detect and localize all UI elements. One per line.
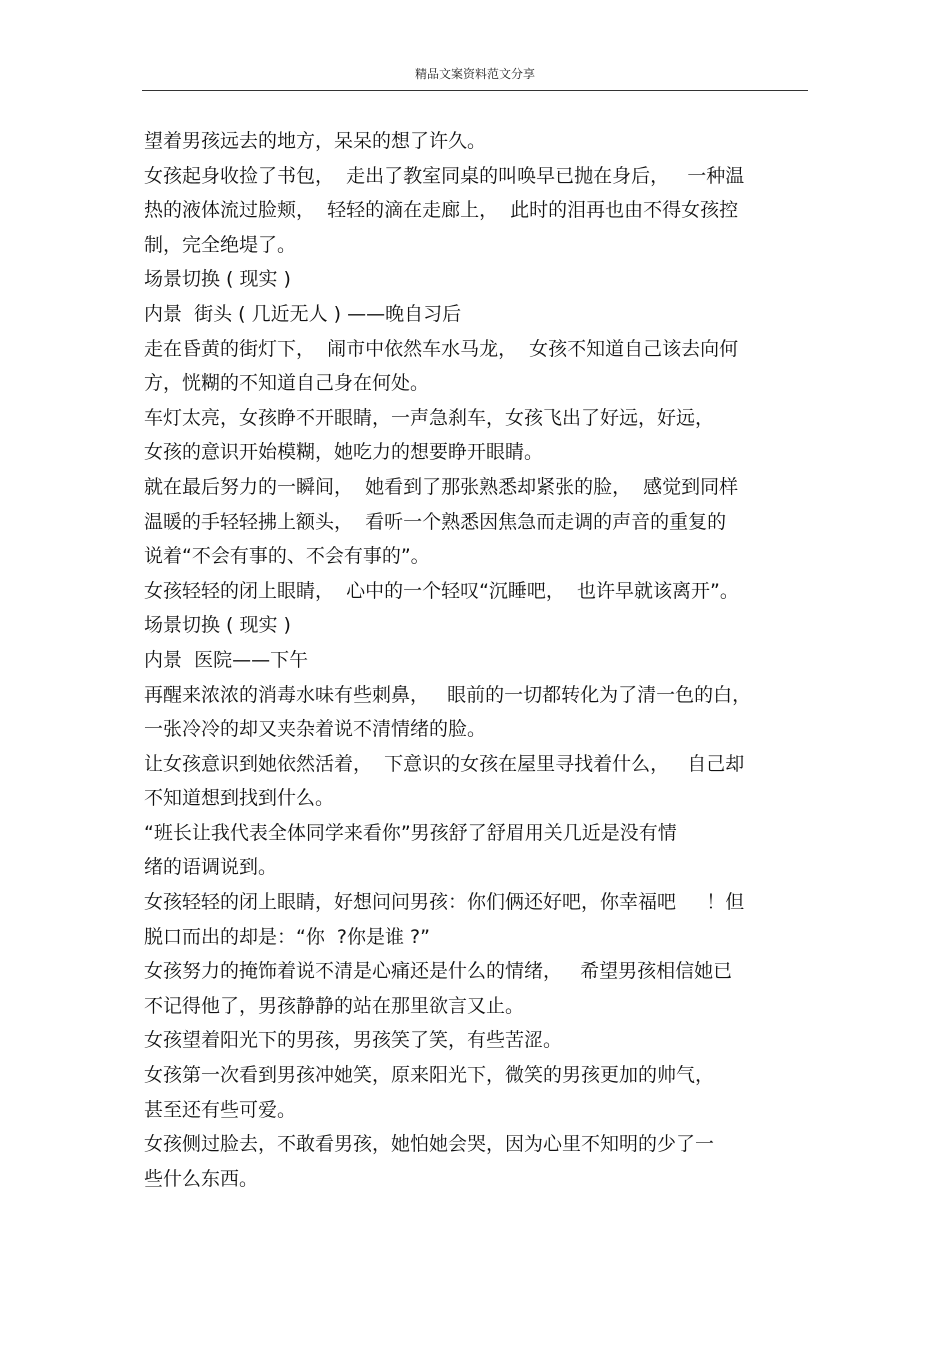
- text-line: 走在昏黄的街灯下， 闹市中依然车水马龙， 女孩不知道自己该去向何: [144, 337, 739, 360]
- text-line: 女孩轻轻的闭上眼睛，好想问问男孩：你们俩还好吧，你幸福吧 ！但: [144, 891, 745, 914]
- header-divider: [142, 90, 808, 91]
- text-line: 女孩望着阳光下的男孩，男孩笑了笑，有些苦涩。: [144, 1029, 563, 1052]
- text-line: 内景 医院——下午: [144, 648, 309, 671]
- text-line: 甚至还有些可爱。: [144, 1098, 297, 1121]
- text-line: 女孩第一次看到男孩冲她笑，原来阳光下，微笑的男孩更加的帅气，: [144, 1064, 715, 1087]
- text-line: 望着男孩远去的地方，呆呆的想了许久。: [144, 130, 487, 152]
- text-line: 脱口而出的却是：“你 ?你是谁 ?”: [144, 925, 430, 948]
- text-line: 些什么东西。: [144, 1167, 259, 1190]
- text-line: 女孩轻轻的闭上眼睛， 心中的一个轻叹“沉睡吧， 也许早就该离开”。: [144, 579, 739, 602]
- text-line: 女孩起身收捡了书包， 走出了教室同桌的叫唤早已抛在身后， 一种温: [144, 164, 745, 187]
- text-line: 制，完全绝堤了。: [144, 233, 297, 256]
- text-line: 热的液体流过脸颊， 轻轻的滴在走廊上， 此时的泪再也由不得女孩控: [144, 199, 739, 222]
- text-line: 再醒来浓浓的消毒水味有些刺鼻， 眼前的一切都转化为了清一色的白，: [144, 683, 752, 706]
- text-line: 女孩努力的掩饰着说不清是心痛还是什么的情绪， 希望男孩相信她已: [144, 960, 733, 983]
- text-line: 绪的语调说到。: [144, 856, 278, 879]
- text-line: 不知道想到找到什么。: [144, 787, 335, 810]
- text-line: 一张冷冷的却又夹杂着说不清情绪的脸。: [144, 718, 487, 741]
- text-line: 场景切换 ( 现实 ): [144, 614, 291, 637]
- page-header: 精品文案资料范文分享: [414, 67, 535, 81]
- text-line: “班长让我代表全体同学来看你”男孩舒了舒眉用关几近是没有情: [144, 821, 677, 844]
- text-line: 女孩的意识开始模糊，她吃力的想要睁开眼睛。: [144, 441, 544, 464]
- text-line: 说着“不会有事的、不会有事的”。: [144, 545, 430, 568]
- text-line: 车灯太亮，女孩睁不开眼睛，一声急刹车，女孩飞出了好远，好远，: [144, 406, 715, 429]
- text-line: 女孩侧过脸去，不敢看男孩，她怕她会哭，因为心里不知明的少了一: [144, 1133, 715, 1156]
- text-line: 场景切换 ( 现实 ): [144, 268, 291, 291]
- text-line: 方，恍糊的不知道自己身在何处。: [144, 372, 430, 395]
- text-line: 内景 街头 ( 几近无人 ) ——晚自习后: [144, 302, 462, 325]
- text-line: 不记得他了，男孩静静的站在那里欲言又止。: [144, 994, 525, 1017]
- text-line: 就在最后努力的一瞬间， 她看到了那张熟悉却紧张的脸， 感觉到同样: [144, 475, 739, 498]
- text-line: 让女孩意识到她依然活着， 下意识的女孩在屋里寻找着什么， 自己却: [144, 752, 745, 775]
- document-body: [144, 124, 808, 1196]
- text-line: 温暖的手轻轻拂上额头， 看听一个熟悉因焦急而走调的声音的重复的: [144, 510, 727, 533]
